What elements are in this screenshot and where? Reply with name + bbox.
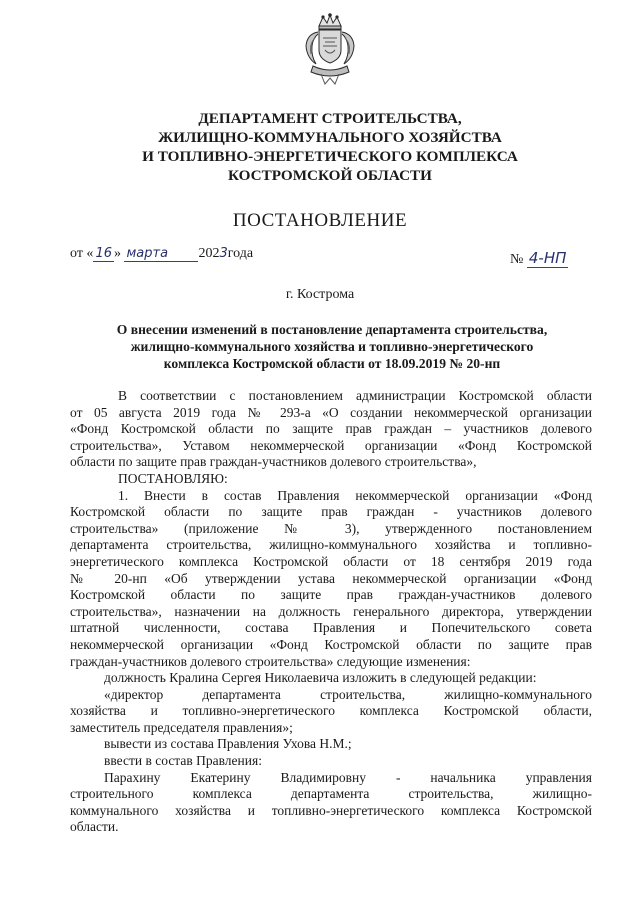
body-line: от 05 августа 2019 года № 293-а «О создании некоммерческой организации [70,404,592,420]
body-line: ввести в состав Правления: [104,753,262,769]
document-number: № 4-НП [510,249,567,267]
body-line: некоммерческой организации «Фонд Костромской области по защите прав [70,636,592,652]
body-line: Костромской области по защите прав граждан-участников долевого [70,587,592,603]
department-name: ДЕПАРТАМЕНТ СТРОИТЕЛЬСТВА, ЖИЛИЩНО-КОММУНАЛЬНОГО ХОЗЯЙСТВА И ТОПЛИВНО-ЭНЕРГЕТИЧЕСКОГО КОМПЛЕКСА КОСТРОМСКОЙ ОБЛАСТИ [142,110,518,184]
body-line: должность Кралина Сергея Николаевича изложить в следующей редакции: [104,670,537,686]
body-line: ПОСТАНОВЛЯЮ: [118,470,228,486]
document-number-value: 4-НП [528,249,567,267]
body-line: 1. Внести в состав Правления некоммерческой организации «Фонд [118,487,592,503]
body-line: области. [70,819,119,835]
body-line: Парахину Екатерину Владимировну - начальника управления [104,769,592,785]
body-line: В соответствии с постановлением администрации Костромской области [118,388,592,403]
body-line: № 20-нп «Об утверждении устава некоммерческой организации «Фонд [70,570,592,586]
document-type: ПОСТАНОВЛЕНИЕ [232,210,408,231]
body-line: хозяйства и топливно-энергетического комплекса Костромской области, [70,703,592,719]
body-line: строительства», Уставом некоммерческой организации «Фонд Костромской [70,437,592,453]
body-line: строительства» (приложение № 3), утвержденного постановлением [70,520,592,536]
date-month: марта [124,246,198,262]
city: г. Кострома [285,287,355,302]
body-line: энергетического комплекса Костромской области от 18 сентября 2019 года [70,553,592,569]
body-line: области по защите прав граждан-участников долевого строительства», [70,454,477,470]
document-subject: О внесении изменений в постановление департамента строительства, жилищно-коммунального хозяйства и топливно-энергетического комплекса Костромской области от 18.09.2019 № 20-нп [116,322,548,371]
body-line: строительного комплекса департамента строительства, жилищно- [70,786,592,802]
body-line: коммунального хозяйства и топливно-энергетического комплекса Костромской [70,802,592,818]
date-year-suffix: 3 [219,246,228,261]
document-body [70,388,592,836]
coat-of-arms-icon [301,12,359,86]
body-line: Костромской области по защите прав граждан - участников долевого [70,504,592,520]
body-line: «директор департамента строительства, жилищно-коммунального [104,686,592,702]
body-line: заместитель председателя правления»; [70,719,293,735]
body-line: граждан-участников долевого строительства» следующие изменения: [70,653,471,669]
body-line: штатной численности, состава Правления и Попечительского совета [70,620,592,636]
body-line: строительства», назначении на должность генерального директора, утверждении [70,603,592,619]
body-line: вывести из состава Правления Ухова Н.М.; [104,736,352,752]
date-day: 16 [95,246,112,261]
document-date: от « 16 » марта 2023года [70,246,254,261]
body-line: департамента строительства, жилищно-коммунального хозяйства и топливно- [70,537,592,553]
body-line: «Фонд Костромской области по защите прав граждан – участников долевого [70,421,592,437]
